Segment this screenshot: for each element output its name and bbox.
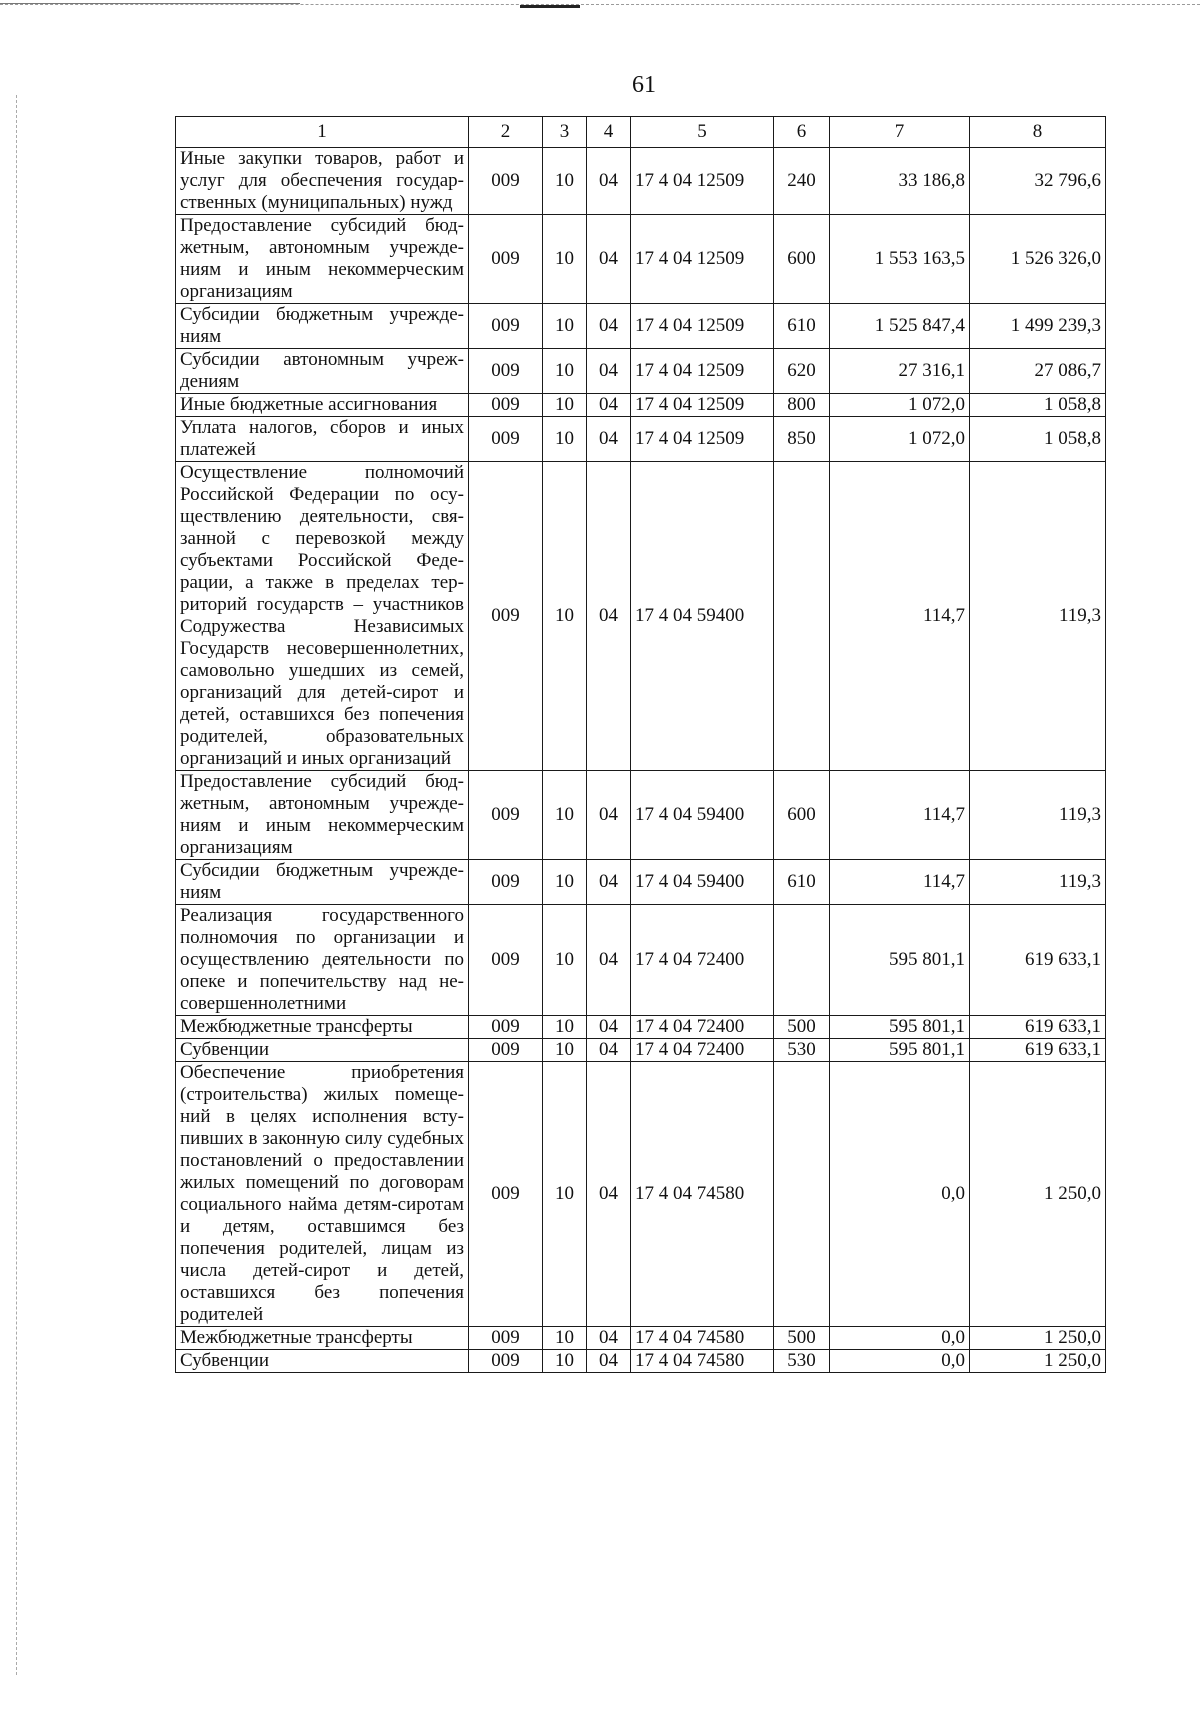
row-target-article: 17 4 04 72400 — [631, 1016, 774, 1039]
row-subsection: 04 — [587, 394, 631, 417]
row-amount-year2: 1 058,8 — [970, 417, 1106, 462]
header-cell-8: 8 — [970, 117, 1106, 148]
row-ministry-code: 009 — [469, 771, 543, 860]
row-ministry-code: 009 — [469, 860, 543, 905]
row-target-article: 17 4 04 12509 — [631, 394, 774, 417]
row-subsection: 04 — [587, 349, 631, 394]
row-amount-year1: 1 525 847,4 — [830, 304, 970, 349]
row-target-article: 17 4 04 59400 — [631, 462, 774, 771]
row-expense-type: 500 — [774, 1016, 830, 1039]
row-amount-year2: 619 633,1 — [970, 1039, 1106, 1062]
header-cell-2: 2 — [469, 117, 543, 148]
header-cell-7: 7 — [830, 117, 970, 148]
scan-mark — [520, 5, 580, 8]
row-name: Межбюджетные трансферты — [176, 1016, 469, 1039]
row-ministry-code: 009 — [469, 905, 543, 1016]
row-amount-year2: 1 058,8 — [970, 394, 1106, 417]
table-row — [176, 394, 1106, 417]
row-name: Иные закупки товаров, работ и услуг для обеспечения государственных (муниципальных) нужд — [176, 148, 469, 215]
table-row — [176, 860, 1106, 905]
row-amount-year1: 1 072,0 — [830, 417, 970, 462]
row-amount-year1: 114,7 — [830, 462, 970, 771]
row-expense-type: 530 — [774, 1039, 830, 1062]
header-cell-6: 6 — [774, 117, 830, 148]
row-ministry-code: 009 — [469, 1062, 543, 1327]
row-ministry-code: 009 — [469, 1350, 543, 1373]
row-target-article: 17 4 04 72400 — [631, 905, 774, 1016]
row-expense-type: 610 — [774, 304, 830, 349]
row-name: Субвенции — [176, 1350, 469, 1373]
page-number: 61 — [632, 72, 656, 98]
row-amount-year2: 1 250,0 — [970, 1327, 1106, 1350]
row-section: 10 — [543, 215, 587, 304]
row-subsection: 04 — [587, 771, 631, 860]
row-amount-year2: 619 633,1 — [970, 1016, 1106, 1039]
row-section: 10 — [543, 394, 587, 417]
row-target-article: 17 4 04 12509 — [631, 417, 774, 462]
row-expense-type: 240 — [774, 148, 830, 215]
row-expense-type: 850 — [774, 417, 830, 462]
row-amount-year2: 1 526 326,0 — [970, 215, 1106, 304]
row-amount-year1: 595 801,1 — [830, 905, 970, 1016]
row-subsection: 04 — [587, 905, 631, 1016]
row-name: Иные бюджетные ассигнования — [176, 394, 469, 417]
row-subsection: 04 — [587, 1350, 631, 1373]
row-name: Обеспечение приобретения (строительства) жилых помещений в целях исполнения вступивших в законную силу судебных постановлений о предоставлении жилых помещений по договорам социального найма детям-сиротам и детям, оставшимся без попечения родителей, лицам из числа детей-сирот и детей, оставшихся без попечения родителей — [176, 1062, 469, 1327]
row-amount-year1: 114,7 — [830, 771, 970, 860]
row-section: 10 — [543, 1039, 587, 1062]
row-name: Субвенции — [176, 1039, 469, 1062]
table-row — [176, 148, 1106, 215]
row-section: 10 — [543, 1062, 587, 1327]
table-row — [176, 1327, 1106, 1350]
header-cell-4: 4 — [587, 117, 631, 148]
row-target-article: 17 4 04 74580 — [631, 1062, 774, 1327]
row-ministry-code: 009 — [469, 462, 543, 771]
scan-border-left — [16, 95, 18, 1675]
row-amount-year2: 1 250,0 — [970, 1062, 1106, 1327]
table-row — [176, 1350, 1106, 1373]
row-expense-type — [774, 905, 830, 1016]
row-target-article: 17 4 04 12509 — [631, 148, 774, 215]
table-row — [176, 417, 1106, 462]
row-name: Субсидии бюджетным учреждениям — [176, 304, 469, 349]
row-amount-year2: 1 250,0 — [970, 1350, 1106, 1373]
table-row — [176, 349, 1106, 394]
row-expense-type: 600 — [774, 771, 830, 860]
header-cell-1: 1 — [176, 117, 469, 148]
row-subsection: 04 — [587, 860, 631, 905]
row-ministry-code: 009 — [469, 1327, 543, 1350]
row-ministry-code: 009 — [469, 304, 543, 349]
row-target-article: 17 4 04 59400 — [631, 771, 774, 860]
row-ministry-code: 009 — [469, 394, 543, 417]
row-section: 10 — [543, 860, 587, 905]
row-name: Субсидии бюджетным учреждениям — [176, 860, 469, 905]
row-ministry-code: 009 — [469, 417, 543, 462]
row-section: 10 — [543, 349, 587, 394]
row-amount-year1: 595 801,1 — [830, 1039, 970, 1062]
header-cell-5: 5 — [631, 117, 774, 148]
row-expense-type: 600 — [774, 215, 830, 304]
row-name: Уплата налогов, сборов и иных платежей — [176, 417, 469, 462]
row-amount-year2: 119,3 — [970, 771, 1106, 860]
row-amount-year2: 32 796,6 — [970, 148, 1106, 215]
row-section: 10 — [543, 1016, 587, 1039]
row-amount-year2: 619 633,1 — [970, 905, 1106, 1016]
scan-border-top — [0, 4, 1200, 7]
row-expense-type: 500 — [774, 1327, 830, 1350]
row-amount-year1: 27 316,1 — [830, 349, 970, 394]
row-target-article: 17 4 04 12509 — [631, 349, 774, 394]
row-ministry-code: 009 — [469, 148, 543, 215]
table-row — [176, 215, 1106, 304]
header-row — [176, 117, 1106, 148]
row-ministry-code: 009 — [469, 349, 543, 394]
row-amount-year2: 119,3 — [970, 860, 1106, 905]
row-expense-type — [774, 462, 830, 771]
table-row — [176, 1039, 1106, 1062]
table-row — [176, 771, 1106, 860]
header-cell-3: 3 — [543, 117, 587, 148]
row-subsection: 04 — [587, 1039, 631, 1062]
row-section: 10 — [543, 148, 587, 215]
row-section: 10 — [543, 771, 587, 860]
table-row — [176, 1062, 1106, 1327]
row-amount-year1: 0,0 — [830, 1350, 970, 1373]
table-row — [176, 462, 1106, 771]
budget-table — [175, 116, 1106, 1373]
row-subsection: 04 — [587, 462, 631, 771]
row-amount-year1: 33 186,8 — [830, 148, 970, 215]
row-subsection: 04 — [587, 1016, 631, 1039]
row-target-article: 17 4 04 12509 — [631, 304, 774, 349]
row-section: 10 — [543, 905, 587, 1016]
row-section: 10 — [543, 1327, 587, 1350]
row-amount-year1: 595 801,1 — [830, 1016, 970, 1039]
row-section: 10 — [543, 417, 587, 462]
row-name: Предоставление субсидий бюджетным, автономным учреждениям и иным некоммерческим организациям — [176, 215, 469, 304]
table-row — [176, 304, 1106, 349]
row-name: Межбюджетные трансферты — [176, 1327, 469, 1350]
row-ministry-code: 009 — [469, 1039, 543, 1062]
row-section: 10 — [543, 1350, 587, 1373]
row-expense-type — [774, 1062, 830, 1327]
row-subsection: 04 — [587, 1062, 631, 1327]
row-subsection: 04 — [587, 304, 631, 349]
row-target-article: 17 4 04 74580 — [631, 1327, 774, 1350]
row-amount-year1: 0,0 — [830, 1062, 970, 1327]
row-expense-type: 530 — [774, 1350, 830, 1373]
row-amount-year2: 119,3 — [970, 462, 1106, 771]
row-name: Реализация государственного полномочия по организации и осуществлению деятельности по опеке и попечительству над несовершеннолетними — [176, 905, 469, 1016]
row-target-article: 17 4 04 72400 — [631, 1039, 774, 1062]
row-target-article: 17 4 04 59400 — [631, 860, 774, 905]
row-amount-year1: 0,0 — [830, 1327, 970, 1350]
row-amount-year2: 27 086,7 — [970, 349, 1106, 394]
row-section: 10 — [543, 462, 587, 771]
row-name: Субсидии автономным учреждениям — [176, 349, 469, 394]
row-subsection: 04 — [587, 148, 631, 215]
row-subsection: 04 — [587, 417, 631, 462]
row-target-article: 17 4 04 12509 — [631, 215, 774, 304]
row-amount-year1: 1 072,0 — [830, 394, 970, 417]
row-name: Предоставление субсидий бюджетным, автономным учреждениям и иным некоммерческим организациям — [176, 771, 469, 860]
row-name: Осуществление полномочий Российской Федерации по осуществлению деятельности, связанной с перевозкой между субъектами Российской Федерации, а также в пределах территорий государств – участников Содружества Независимых Государств несовершеннолетних, самовольно ушедших из семей, организаций для детей-сирот и детей, оставшихся без попечения родителей, образовательных организаций и иных организаций — [176, 462, 469, 771]
row-ministry-code: 009 — [469, 1016, 543, 1039]
row-subsection: 04 — [587, 215, 631, 304]
table-row — [176, 1016, 1106, 1039]
row-amount-year2: 1 499 239,3 — [970, 304, 1106, 349]
row-amount-year1: 114,7 — [830, 860, 970, 905]
row-ministry-code: 009 — [469, 215, 543, 304]
row-target-article: 17 4 04 74580 — [631, 1350, 774, 1373]
table-row — [176, 905, 1106, 1016]
row-section: 10 — [543, 304, 587, 349]
row-amount-year1: 1 553 163,5 — [830, 215, 970, 304]
row-expense-type: 610 — [774, 860, 830, 905]
row-subsection: 04 — [587, 1327, 631, 1350]
row-expense-type: 620 — [774, 349, 830, 394]
row-expense-type: 800 — [774, 394, 830, 417]
